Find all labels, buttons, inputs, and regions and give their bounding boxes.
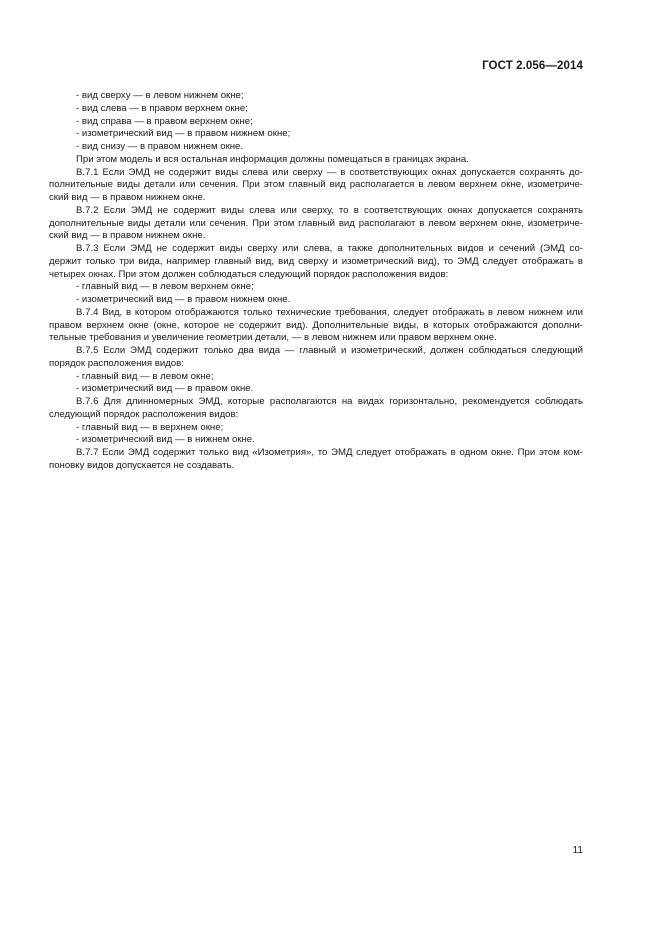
text-line: - главный вид — в левом верхнем окне; [76,281,254,293]
text-line: В.7.5 Если ЭМД содержит только два вида — главный и изометрический, должен соблюдаться следующий [76,345,583,356]
document-body [49,90,583,473]
text-line: - вид сверху — в левом нижнем окне; [76,90,244,101]
text-line: ский вид — в правом нижнем окне. [49,230,206,242]
document-code-header: ГОСТ 2.056—2014 [482,60,583,72]
text-line: полнительные виды детали или сечения. При этом главный вид располагается в левом верхнем окне, изометриче- [49,179,583,191]
text-line: В.7.7 Если ЭМД содержит только вид «Изометрия», то ЭМД следует отображать в одном окне. При этом ком- [76,447,583,458]
text-line: В.7.6 Для длинномерных ЭМД, которые располагаются на видах горизонтально, рекомендуется соблюдать [76,396,583,407]
text-line: При этом модель и вся остальная информация должны помещаться в границах экрана. [76,153,469,165]
text-line: В.7.1 Если ЭМД не содержит виды слева или сверху — в соответствующих окнах допускается сохранять до- [76,166,583,178]
text-line: - вид справа — в правом верхнем окне; [76,115,253,127]
text-line: - изометрический вид — в нижнем окне. [76,434,255,446]
text-line: - изометрический вид — в правом окне. [76,383,254,395]
text-line: В.7.4 Вид, в котором отображаются только технические требования, следует отображать в левом нижнем или [76,306,583,318]
page-number: 11 [572,845,583,856]
text-line: В.7.3 Если ЭМД не содержит виды сверху или слева, а также дополнительных видов и сечений (ЭМД со- [76,243,583,254]
text-line: - изометрический вид — в правом нижнем окне; [76,128,291,140]
text-line: тельные требования и увеличение геометрии детали, — в левом нижнем или правом верхнем окне. [49,332,497,344]
text-line: держит только три вида, например главный вид, вид сверху и изометрический вид), то ЭМД следует отображать в [49,255,583,267]
text-line: дополнительные виды детали или сечения. При этом главный вид располагают в левом верхнем окне, изометриче- [49,217,583,229]
text-line: ский вид — в правом нижнем окне. [49,192,206,203]
text-line: - главный вид — в верхнем окне; [76,421,224,433]
text-line: следующий порядок расположения видов: [49,408,239,420]
text-line: порядок расположения видов: [49,357,184,369]
text-line: правом верхнем окне (окне, которое не содержит вид). Дополнительные виды, в которых отображаются дополни- [49,319,583,331]
text-line: четырех окнах. При этом должен соблюдаться следующий порядок расположения видов: [49,268,449,280]
text-line: - вид слева — в правом верхнем окне; [76,102,248,114]
text-line: - изометрический вид — в правом нижнем окне. [76,294,291,305]
text-line: - вид снизу — в правом нижнем окне. [76,141,244,152]
text-line: - главный вид — в левом окне; [76,370,214,382]
text-line: поновку видов допускается не создавать. [49,459,235,471]
text-line: В.7.2 Если ЭМД не содержит виды слева или сверху, то в соответствующих окнах допускается сохранять [76,204,583,216]
